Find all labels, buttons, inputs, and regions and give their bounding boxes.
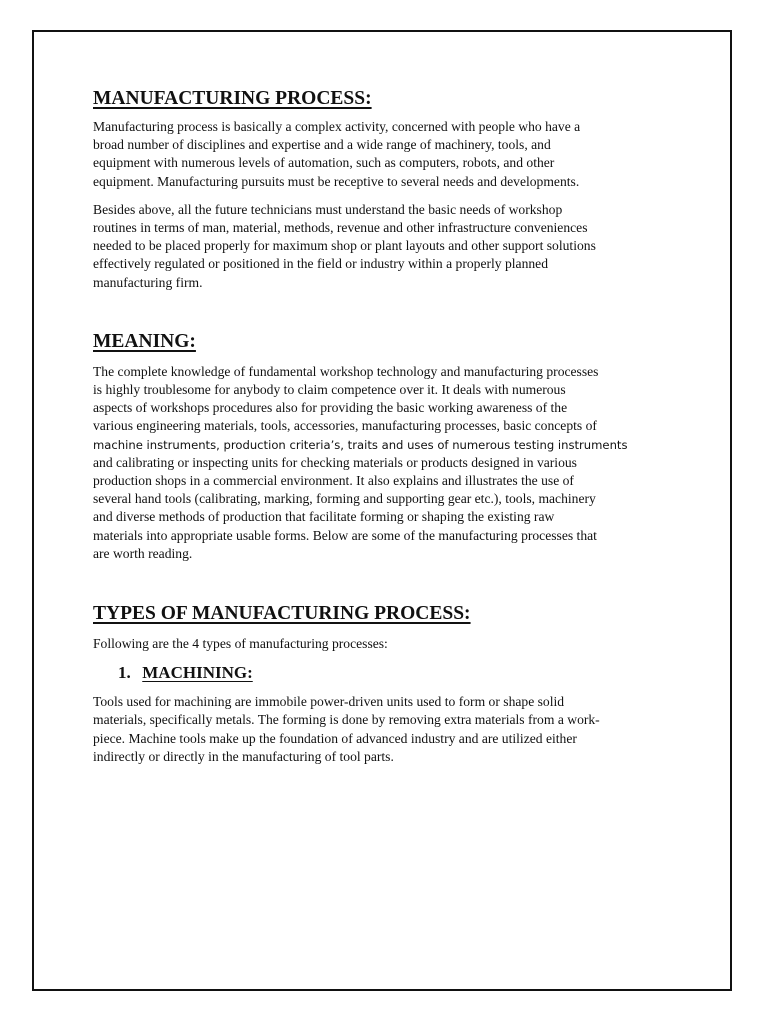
text-line: production shops in a commercial environment. It also explains and illustrates the use of [93, 473, 574, 489]
text-line: materials into appropriate usable forms. Below are some of the manufacturing processes that [93, 527, 597, 543]
text-line: effectively regulated or positioned in the field or industry within a properly planned [93, 256, 549, 272]
list-number: 1. [118, 663, 131, 683]
document-body [93, 86, 683, 766]
manufacturing-process-heading: MANUFACTURING PROCESS: [93, 88, 372, 109]
text-line: Tools used for machining are immobile power-driven units used to form or shape solid [93, 694, 565, 710]
text-line: routines in terms of man, material, methods, revenue and other infrastructure conveniences [93, 220, 588, 236]
text-line: and calibrating or inspecting units for checking materials or products designed in various [93, 454, 577, 470]
text-line: equipment. Manufacturing pursuits must be receptive to several needs and developments. [93, 173, 580, 189]
text-line: machine instruments, production criteria’s, traits and uses of numerous testing instruments [93, 437, 628, 452]
text-line: manufacturing firm. [93, 274, 203, 290]
text-line: piece. Machine tools make up the foundation of advanced industry and are utilized either [93, 730, 577, 746]
text-line: indirectly or directly in the manufacturing of tool parts. [93, 748, 394, 764]
text-line: broad number of disciplines and expertise and a wide range of machinery, tools, and [93, 137, 551, 153]
intro-paragraph-1 [93, 118, 683, 191]
text-line: Besides above, all the future technicians must understand the basic needs of workshop [93, 201, 563, 217]
types-heading: TYPES OF MANUFACTURING PROCESS: [93, 603, 471, 625]
machining-paragraph [93, 693, 683, 766]
text-line: is highly troublesome for anybody to claim competence over it. It deals with numerous [93, 382, 566, 398]
text-line: materials, specifically metals. The forming is done by removing extra materials from a work- [93, 712, 600, 728]
machining-heading [93, 661, 683, 685]
types-intro: Following are the 4 types of manufacturing processes: [93, 636, 388, 652]
text-line: various engineering materials, tools, accessories, manufacturing processes, basic concepts of [93, 418, 597, 434]
text-line: The complete knowledge of fundamental workshop technology and manufacturing processes [93, 363, 599, 379]
text-line: needed to be placed properly for maximum shop or plant layouts and other support solutions [93, 238, 596, 254]
meaning-paragraph [93, 363, 683, 563]
text-line: several hand tools (calibrating, marking, forming and supporting gear etc.), tools, machinery [93, 491, 596, 507]
text-line: aspects of workshops procedures also for providing the basic working awareness of the [93, 400, 568, 416]
intro-paragraph-2 [93, 201, 683, 292]
meaning-heading: MEANING: [93, 330, 196, 352]
text-line: and diverse methods of production that facilitate forming or shaping the existing raw [93, 509, 555, 525]
text-line: are worth reading. [93, 545, 193, 561]
text-line: Manufacturing process is basically a complex activity, concerned with people who have a [93, 119, 581, 134]
machining-title: MACHINING: [142, 663, 253, 683]
text-line: equipment with numerous levels of automation, such as computers, robots, and other [93, 155, 555, 171]
